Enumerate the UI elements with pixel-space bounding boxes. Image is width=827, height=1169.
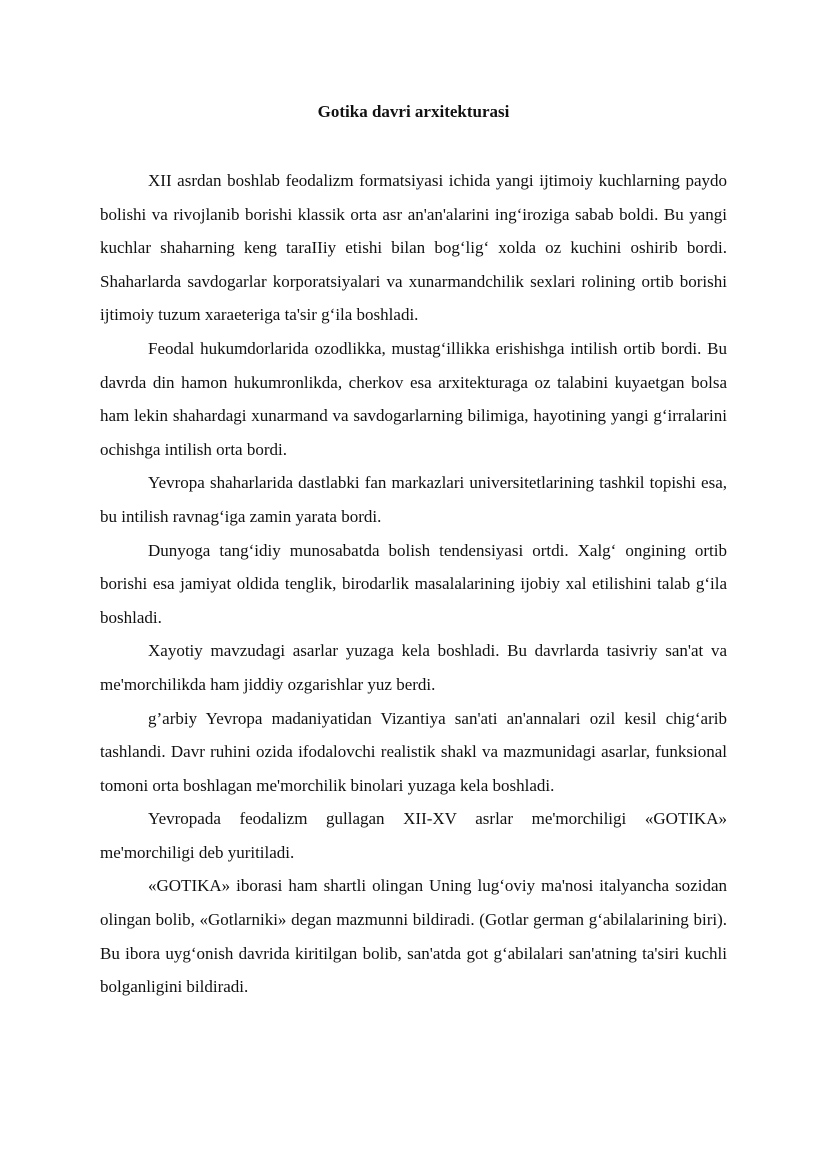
document-body [100, 164, 727, 1004]
paragraph-1: XII asrdan boshlab feodalizm formatsiyasi ichida yangi ijtimoiy kuchlarning paydo bolishi va rivojlanib borishi klassik orta asr an'an'alarini ing‘iroziga sabab boldi. Bu yangi kuchlar shaharning keng taraIIiy etishi bilan bog‘lig‘ xolda oz kuchini oshirib bordi. Shaharlarda savdogarlar korporatsiyalari va xunarmandchilik sexlari rolining ortib borishi ijtimoiy tuzum xaraeteriga ta'sir g‘ila boshladi. [100, 171, 727, 325]
paragraph-3: Yevropa shaharlarida dastlabki fan markazlari universitetlarining tashkil topishi esa, bu intilish ravnag‘iga zamin yarata bordi. [100, 473, 727, 526]
paragraph-2: Feodal hukumdorlarida ozodlikka, mustag‘illikka erishishga intilish ortib bordi. Bu davrda din hamon hukumronlikda, cherkov esa arxitekturaga oz talabini kuyaetgan bolsa ham lekin shahardagi xunarmand va savdogarlarning bilimiga, hayotining yangi g‘irralarini ochishga intilish orta bordi. [100, 338, 727, 459]
paragraph-5: Xayotiy mavzudagi asarlar yuzaga kela boshladi. Bu davrlarda tasivriy san'at va me'morchilikda ham jiddiy ozgarishlar yuz berdi. [100, 641, 727, 694]
paragraph-7: Yevropada feodalizm gullagan XII-XV asrlar me'morchiligi «GOTIKA» me'morchiligi deb yuritiladi. [100, 809, 727, 862]
paragraph-8: «GOTIKA» iborasi ham shartli olingan Uning lug‘oviy ma'nosi italyancha sozidan olingan bolib, «Gotlarniki» degan mazmunni bildiradi. (Gotlar german g‘abilalarining biri). Bu ibora uyg‘onish davrida kiritilgan bolib, san'atda got g‘abilalari san'atning ta'siri kuchli bolganligini bildiradi. [100, 876, 727, 997]
paragraph-4: Dunyoga tang‘idiy munosabatda bolish tendensiyasi ortdi. Xalg‘ ongining ortib borishi esa jamiyat oldida tenglik, birodarlik masalalarining ijobiy xal etilishini talab g‘ila boshladi. [100, 540, 727, 627]
page-title: Gotika davri arxitekturasi [317, 102, 510, 121]
paragraph-6: g’arbiy Yevropa madaniyatidan Vizantiya san'ati an'annalari ozil kesil chig‘arib tashlandi. Davr ruhini ozida ifodalovchi realistik shakl va mazmunidagi asarlar, funksional tomoni orta boshlagan me'morchilik binolari yuzaga kela boshladi. [100, 708, 727, 795]
